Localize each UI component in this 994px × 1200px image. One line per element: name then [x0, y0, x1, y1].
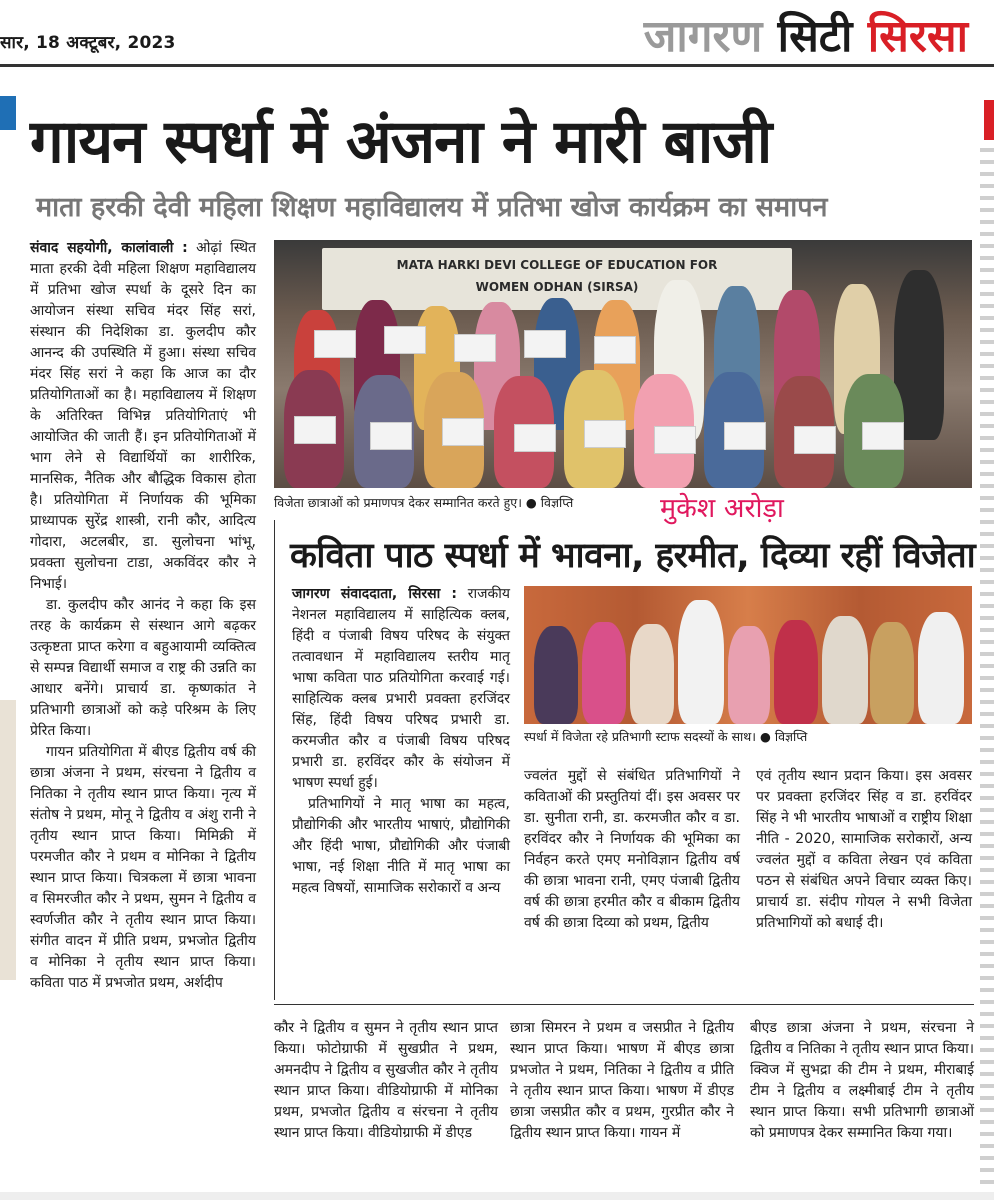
story2-column2: ज्वलंत मुद्दों से संबंधित प्रतिभागियों ने कविताओं की प्रस्तुतियां दीं। इस अवसर पर डा. सुनीता रानी, डा. करमजीत कौर व डा. हरविंदर कौर ने निर्णायक की भूमिका का निर्वहन करते एमए मनोविज्ञान द्वितीय वर्ष की छात्रा भावना रानी, एमए पंजाबी द्वितीय वर्ष की छात्रा हरमीत कौर व बीकाम द्वितीय वर्ष की छात्रा दिव्या को प्रथम, द्वितीय [524, 768, 740, 931]
left-edge-strip [0, 700, 16, 980]
story1-byline: संवाद सहयोगी, कालांवाली : [30, 240, 188, 256]
story2-para1: राजकीय नेशनल महाविद्यालय में साहित्यिक क्लब, हिंदी व पंजाबी विषय परिषद के संयुक्त तत्वावधान में महाविद्यालय स्तरीय मातृ भाषा कविता पाठ प्रतियोगिता करवाई गई। साहित्यिक क्लब प्रभारी प्रवक्ता हरजिंदर सिंह, हिंदी विषय परिषद प्रभारी डा. करमजीत कौर व पंजाबी विषय परिषद प्रभारी डा. हरविंदर कौर के संयोजन में भाषण स्पर्धा हुई। [292, 586, 510, 791]
story2-para2: प्रतिभागियों ने मातृ भाषा का महत्व, प्रौद्योगिकी और भारतीय भाषाएं, प्रौद्योगिकी और हिंदी भाषा, प्रौद्योगिकी और पंजाबी भाषा, नई शिक्षा नीति में मातृ भाषा का महत्व विषयों, सामाजिक सरोकारों व अन्य [292, 796, 510, 896]
story1-para1: ओढ़ां स्थित माता हरकी देवी महिला शिक्षण महाविद्यालय में प्रतिभा खोज स्पर्धा के दूसरे दिन का आयोजन संस्था सचिव मंदर सिंह सरां, संस्थान की निदेशिका डा. कुलदीप कौर आनन्द की उपस्थिति में हुआ। संस्था सचिव मंदर सिंह सरां ने कहा कि आज का दौर प्रतियोगिताओं का है। महाविद्यालय में शिक्षण के अतिरिक्त विभिन्न प्रतियोगिताएं भी आयोजित की जाती हैं। इन प्रतियोगिताओं में भाग लेने से विद्यार्थियों का शारीरिक, मानसिक, नैतिक और बौद्धिक विकास होता है। प्रतियोगिता में निर्णायक की भूमिका प्राध्यापक सुरेंद्र शास्त्री, रानी कौर, आदित्य गोदारा, अटलबीर, डा. सुलोचना भांभू, प्रवक्ता सुलोचना टाडा, अकविंदर कौर ने निभाई। [30, 240, 256, 592]
dateline: सार, 18 अक्टूबर, 2023 [0, 33, 176, 53]
story1-column1 [30, 238, 256, 994]
story1-continuation-col3: बीएड छात्रा अंजना ने प्रथम, संरचना ने द्वितीय व नितिका ने तृतीय स्थान प्राप्त किया। क्विज में सुभद्रा की टीम ने प्रथम, मीराबाई टीम ने द्वितीय व लक्ष्मीबाई टीम ने तृतीय स्थान प्राप्त किया। सभी प्रतिभागी छात्राओं को प्रमाणपत्र देकर सम्मानित किया गया। [750, 1020, 975, 1141]
story1-continuation-col2: छात्रा सिमरन ने प्रथम व जसप्रीत ने द्वितीय स्थान प्राप्त किया। भाषण में बीएड छात्रा प्रभजोत ने प्रथम, नितिका ने द्वितीय व प्रीति ने तृतीय स्थान प्राप्त किया। भाषण में डीएड छात्रा जसप्रीत कौर व प्रथम, गुरप्रीत कौर ने द्वितीय स्थान प्राप्त किया। गायन में [510, 1020, 734, 1141]
story1-photo [274, 240, 972, 488]
section-marker [0, 96, 16, 130]
story-separator [274, 1004, 974, 1005]
story2-headline: कविता पाठ स्पर्धा में भावना, हरमीत, दिव्या रहीं विजेता [290, 536, 976, 576]
story2-byline: जागरण संवाददाता, सिरसा : [292, 586, 458, 602]
masthead-city: सिटी [777, 11, 853, 62]
adjacent-column-edge [980, 140, 994, 1200]
story1-para3: गायन प्रतियोगिता में बीएड द्वितीय वर्ष की छात्रा अंजना ने प्रथम, संरचना ने द्वितीय व नितिका ने तृतीय स्थान प्राप्त किया। नृत्य में संतोष ने प्रथम, मोनू ने द्वितीय व अंशु रानी ने तृतीय स्थान प्राप्त किया। मिमिक्री में परमजीत कौर ने प्रथम व मोनिका ने द्वितीय स्थान प्राप्त किया। चित्रकला में छात्रा भावना व सिमरजीत कौर ने प्रथम, सुमन ने द्वितीय व स्वर्णजीत कौर ने तृतीय स्थान प्राप्त किया। संगीत वादन में प्रीति प्रथम, प्रभजोत द्वितीय व मोनिका ने तृतीय स्थान प्राप्त किया। कविता पाठ में प्रभजोत प्रथम, अर्शदीप [30, 744, 256, 991]
story1-photo-caption: विजेता छात्राओं को प्रमाणपत्र देकर सम्मानित करते हुए। ● विज्ञप्ति [274, 495, 574, 510]
column-divider [274, 520, 275, 1000]
masthead [644, 10, 968, 64]
story1-subhead: माता हरकी देवी महिला शिक्षण महाविद्यालय में प्रतिभा खोज कार्यक्रम का समापन [36, 192, 828, 223]
photo-banner-line1: MATA HARKI DEVI COLLEGE OF EDUCATION FOR [396, 258, 718, 272]
story1-para2: डा. कुलदीप कौर आनंद ने कहा कि इस तरह के कार्यक्रम से संस्थान आगे बढ़कर उत्कृष्टता प्राप्त करेगा व बहुआयामी व्यक्तित्व से सम्पन्न विद्यार्थी समाज व राष्ट्र की उन्नति का आधार बनेंगे। प्राचार्य डा. कृष्णकांत ने प्रतिभागी छात्राओं को कड़े परिश्रम के लिए प्रेरित किया। [30, 597, 256, 739]
page-bottom-edge [0, 1192, 994, 1200]
story1-headline: गायन स्पर्धा में अंजना ने मारी बाजी [30, 107, 772, 177]
story2-column3: एवं तृतीय स्थान प्रदान किया। इस अवसर पर प्रवक्ता हरजिंदर सिंह व डा. हरविंदर सिंह ने भी भारतीय भाषाओं व राष्ट्रीय शिक्षा नीति - 2020, सामाजिक सरोकारों, अन्य ज्वलंत मुद्दों व कविता लेखन एवं कविता पठन से संबंधित अपने विचार व्यक्त किए। प्राचार्य डा. संदीप गोयल ने सभी विजेता प्रतिभागियों को बधाई दी। [756, 768, 972, 931]
story2-column1-top [292, 584, 510, 899]
photo-banner-line2: WOMEN ODHAN (SIRSA) [475, 280, 639, 294]
masthead-sirsa: सिरसा [867, 11, 968, 62]
story1-continuation-col1: कौर ने द्वितीय व सुमन ने तृतीय स्थान प्राप्त किया। फोटोग्राफी में सुखप्रीत ने प्रथम, अमनदीप ने द्वितीय व सुखजीत कौर ने तृतीय स्थान प्राप्त किया। वीडियोग्राफी में मोनिका प्रथम, प्रभजोत द्वितीय व संरचना ने तृतीय स्थान प्राप्त किया। वीडियोग्राफी में डीएड [274, 1020, 498, 1141]
handwritten-annotation: मुकेश अरोड़ा [660, 493, 784, 524]
edge-marker [984, 100, 994, 140]
story2-photo-caption: स्पर्धा में विजेता रहे प्रतिभागी स्टाफ सदस्यों के साथ। ● विज्ञप्ति [524, 729, 808, 744]
story2-photo [524, 586, 972, 724]
masthead-jagran: जागरण [643, 11, 763, 62]
header-rule [0, 64, 994, 67]
